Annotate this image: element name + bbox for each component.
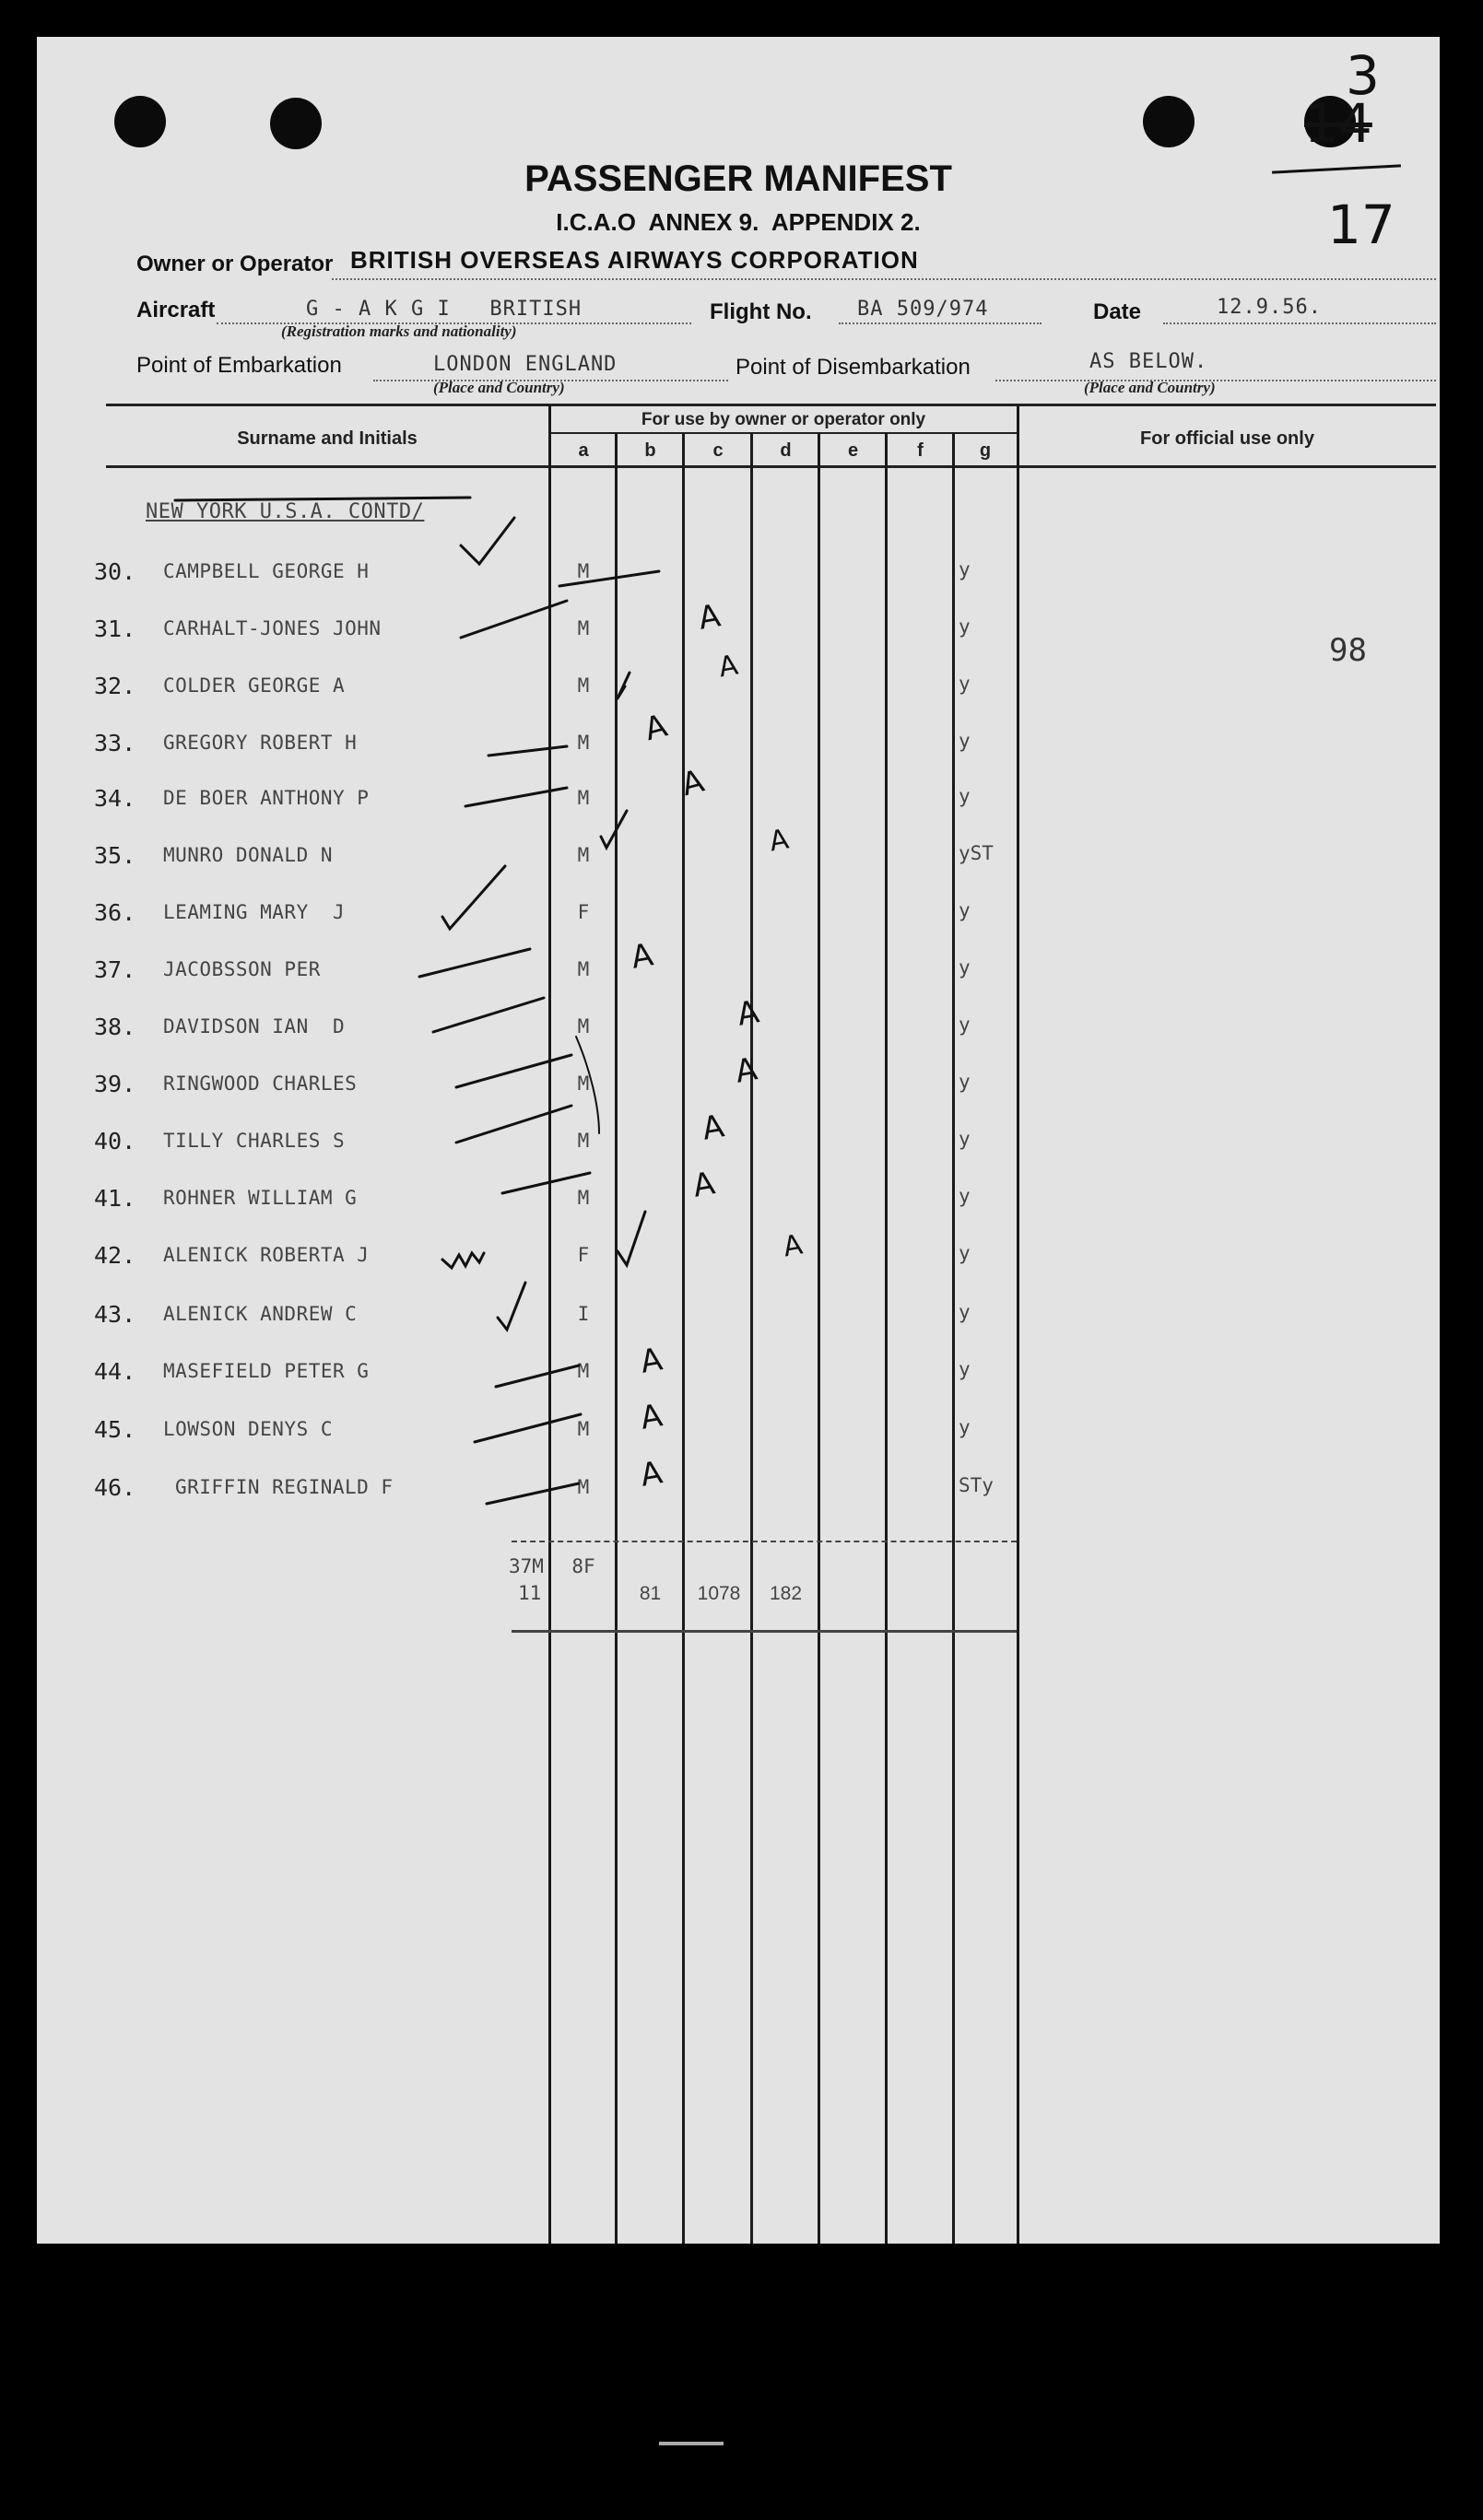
row-number: 36. [94, 899, 136, 926]
page-number-struck: 14 [1304, 92, 1372, 155]
handwriting-layer [37, 37, 1440, 2244]
a-mark-row-39: A [732, 1050, 760, 1091]
row-number: 45. [94, 1416, 136, 1443]
totals-left-top: 37M [509, 1555, 544, 1577]
passenger-name: RINGWOOD CHARLES [163, 1072, 358, 1095]
a-mark-row-37: A [628, 936, 656, 977]
check-row-32 [618, 673, 630, 698]
totals-d: 182 [769, 1583, 803, 1604]
cell-a: M [577, 1360, 590, 1382]
cell-g: y [959, 1242, 971, 1264]
page-number-top: 3 [1346, 44, 1380, 107]
col-c-header: c [712, 440, 724, 461]
row-number: 40. [94, 1128, 136, 1155]
cell-a: M [577, 1476, 590, 1498]
a-mark-row-32: A [716, 649, 741, 685]
row-number: 37. [94, 956, 136, 983]
official-note: 98 [1329, 632, 1367, 669]
date-label: Date [1093, 299, 1142, 324]
cell-a: M [577, 787, 590, 809]
cell-g: y [959, 615, 971, 638]
owner-use-header: For use by owner or operator only [641, 410, 926, 429]
row-number: 32. [94, 673, 136, 699]
check-row-43 [498, 1283, 525, 1330]
passenger-name: MUNRO DONALD N [163, 844, 334, 866]
row-number: 44. [94, 1358, 136, 1385]
cell-g: y [959, 1071, 971, 1093]
passenger-name: TILLY CHARLES S [163, 1130, 346, 1152]
slash-row-39 [456, 1055, 571, 1087]
passenger-name: ALENICK ROBERTA J [163, 1244, 370, 1266]
cell-a: F [577, 1244, 590, 1266]
flight-value: BA 509/974 [857, 298, 989, 321]
passenger-name: JACOBSSON PER [163, 958, 321, 980]
passenger-name: CAMPBELL GEORGE H [163, 560, 370, 582]
row-number: 39. [94, 1071, 136, 1097]
passenger-name: MASEFIELD PETER G [163, 1360, 370, 1382]
cell-g: y [959, 785, 971, 807]
passenger-name: ALENICK ANDREW C [163, 1303, 358, 1325]
cell-g: y [959, 1014, 971, 1036]
a-mark-row-46: A [637, 1454, 665, 1494]
page-number-bottom: 17 [1327, 193, 1395, 256]
passenger-name: DE BOER ANTHONY P [163, 787, 370, 809]
col-b-header: b [644, 440, 656, 461]
cell-a: I [577, 1303, 590, 1325]
cell-a: M [577, 1130, 590, 1152]
cell-a: M [577, 1187, 590, 1209]
cell-g: y [959, 1301, 971, 1323]
slash-row-44 [496, 1365, 579, 1387]
totals-left-bottom: 11 [518, 1582, 542, 1604]
passenger-name: COLDER GEORGE A [163, 674, 346, 697]
row-number: 43. [94, 1301, 136, 1328]
row-number: 31. [94, 615, 136, 642]
row-number: 34. [94, 785, 136, 812]
slash-row-41 [502, 1173, 590, 1193]
slash-row-45 [475, 1414, 581, 1442]
row-number: 30. [94, 558, 136, 585]
cell-a: M [577, 674, 590, 697]
document-title: PASSENGER MANIFEST [524, 158, 952, 199]
a-mark-row-34: A [677, 762, 709, 804]
cell-g: y [959, 956, 971, 979]
cell-a: M [577, 560, 590, 582]
scribble-row-42 [442, 1253, 484, 1268]
row-number: 42. [94, 1242, 136, 1269]
manifest-page [37, 37, 1440, 2244]
aircraft-value: G - A K G I BRITISH [306, 298, 583, 321]
check-row-30 [461, 518, 514, 564]
aircraft-note: (Registration marks and nationality) [281, 322, 517, 340]
col-a-header: a [578, 440, 589, 461]
cell-a: M [577, 617, 590, 639]
passenger-name: GREGORY ROBERT H [163, 732, 358, 754]
cell-g: y [959, 730, 971, 752]
official-use-header: For official use only [1140, 428, 1314, 449]
cell-g: y [959, 1358, 971, 1380]
cell-g: yST [959, 842, 994, 864]
check-row-36 [442, 866, 505, 929]
cell-a: M [577, 958, 590, 980]
section-strike-line [175, 498, 470, 500]
a-mark-row-45: A [637, 1397, 665, 1437]
slash-row-37 [419, 949, 530, 977]
owner-label: Owner or Operator [136, 252, 334, 276]
row-number: 38. [94, 1014, 136, 1040]
a-mark-row-35: A [767, 823, 792, 859]
totals-b: 81 [639, 1583, 662, 1604]
cell-g: y [959, 1416, 971, 1438]
a-mark-row-41: A [689, 1165, 718, 1205]
a-mark-row-44: A [637, 1341, 665, 1381]
slash-row-40 [456, 1106, 571, 1143]
slash-row-34 [465, 788, 567, 806]
slash-row-31 [461, 601, 567, 638]
aircraft-label: Aircraft [136, 298, 216, 322]
a-mark-row-40: A [699, 1108, 727, 1148]
a-mark-row-38: A [734, 993, 762, 1034]
passenger-name: CARHALT-JONES JOHN [163, 617, 382, 639]
cell-g: y [959, 558, 971, 580]
col-g-header: g [979, 440, 992, 461]
check-row-42 [618, 1212, 645, 1265]
col-f-header: f [917, 440, 924, 461]
embark-label: Point of Embarkation [136, 353, 342, 378]
totals-c: 1078 [697, 1583, 741, 1604]
passenger-name: ROHNER WILLIAM G [163, 1187, 358, 1209]
owner-value: BRITISH OVERSEAS AIRWAYS CORPORATION [350, 246, 919, 274]
bottom-smudge [659, 2442, 724, 2445]
slash-row-30 [559, 571, 659, 586]
cell-g: STy [959, 1474, 994, 1496]
disembark-value: AS BELOW. [1089, 350, 1208, 373]
cell-g: y [959, 673, 971, 695]
passenger-name: DAVIDSON IAN D [163, 1015, 346, 1037]
embark-note: (Place and Country) [433, 379, 565, 396]
surname-header: Surname and Initials [237, 428, 418, 449]
totals-a: 8F [571, 1555, 595, 1577]
slash-row-46 [487, 1483, 579, 1504]
embark-value: LONDON ENGLAND [433, 353, 618, 376]
disembark-note: (Place and Country) [1084, 379, 1216, 396]
passenger-name: LOWSON DENYS C [163, 1418, 334, 1440]
row-number: 33. [94, 730, 136, 756]
cell-g: y [959, 1185, 971, 1207]
cell-a: M [577, 1072, 590, 1095]
cell-a: F [577, 901, 590, 923]
col-e-header: e [847, 440, 859, 461]
cell-a: M [577, 844, 590, 866]
document-subtitle: I.C.A.O ANNEX 9. APPENDIX 2. [556, 208, 921, 236]
flight-label: Flight No. [710, 299, 812, 324]
cell-a: M [577, 1015, 590, 1037]
a-mark-row-31: A [695, 597, 724, 638]
smudge-line [576, 1037, 599, 1133]
cell-g: y [959, 1128, 971, 1150]
check-row-35 [601, 811, 627, 848]
slash-row-38 [433, 998, 544, 1032]
cell-a: M [577, 1418, 590, 1440]
row-number: 41. [94, 1185, 136, 1212]
row-number: 46. [94, 1474, 136, 1501]
section-heading: NEW YORK U.S.A. CONTD/ [146, 500, 425, 523]
cell-a: M [577, 732, 590, 754]
passenger-name: GRIFFIN REGINALD F [175, 1476, 394, 1498]
cell-g: y [959, 899, 971, 921]
col-d-header: d [780, 440, 792, 461]
passenger-name: LEAMING MARY J [163, 901, 346, 923]
a-mark-row-42: A [781, 1228, 806, 1264]
date-value: 12.9.56. [1217, 296, 1322, 319]
disembark-label: Point of Disembarkation [736, 355, 971, 380]
row-number: 35. [94, 842, 136, 869]
a-mark-row-33: A [641, 707, 672, 749]
slash-row-33 [488, 746, 567, 756]
